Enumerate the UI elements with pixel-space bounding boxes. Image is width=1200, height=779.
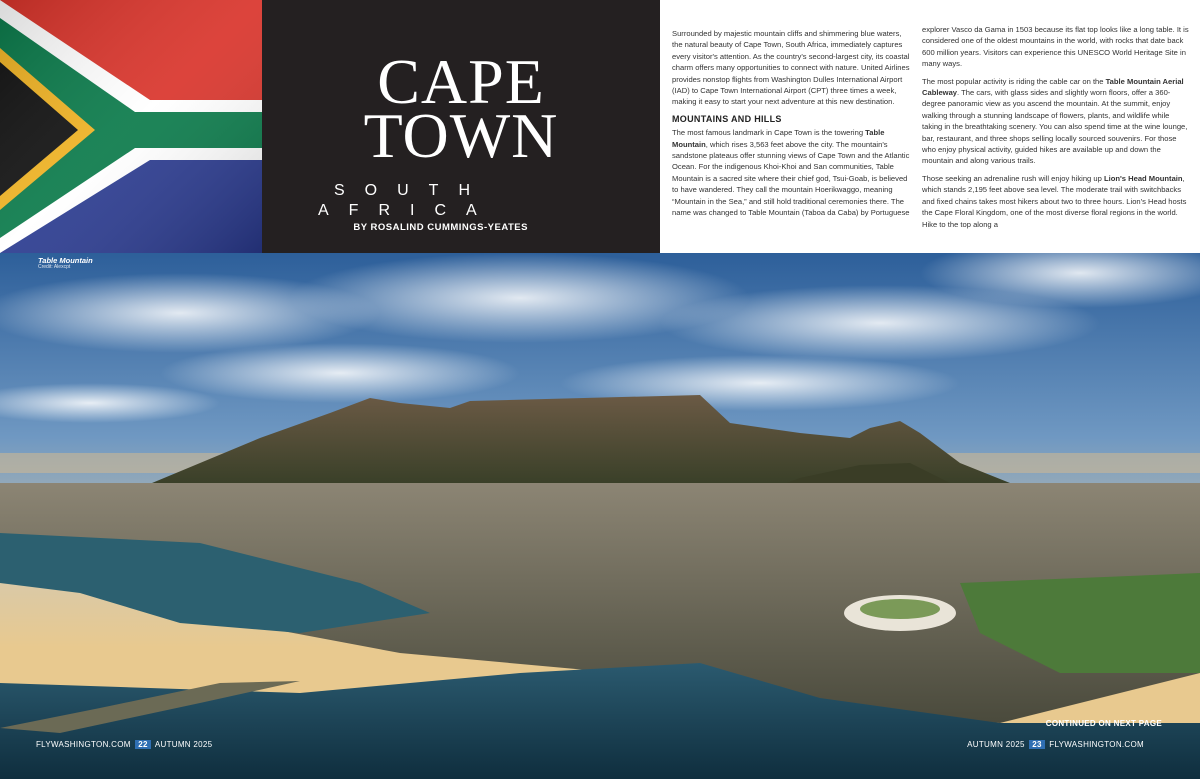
p1-bold: Table Mountain <box>672 128 885 149</box>
p3-text-a: The most popular activity is riding the cable car on the <box>922 76 1106 86</box>
text-column-2 <box>922 24 1189 236</box>
caption-credit: Credit: Alexcpt <box>38 263 71 270</box>
paragraph-explorer: explorer Vasco da Gama in 1503 because its flat top looks like a long table. It is considered one of the oldest mountains in the world, with rocks that date back 600 million years. Visitors can experience this UNESCO World Heritage Site in many ways. <box>922 25 1189 69</box>
paragraph-lions-head <box>922 173 1189 230</box>
footer-right <box>967 740 1144 749</box>
continued-label: CONTINUED ON NEXT PAGE <box>1045 719 1162 728</box>
p1-text-a: The most famous landmark in Cape Town is the towering <box>672 128 866 138</box>
footer-site-right: FLYWASHINGTON.COM <box>1049 740 1144 749</box>
footer-issue-left: AUTUMN 2025 <box>154 740 213 749</box>
south-africa-flag-image <box>0 0 262 253</box>
paragraph-table-mountain <box>672 127 910 218</box>
p1-text-b: , which rises 3,563 feet above the city. The mountain's sandstone plateaus offer stunning views of Cape Town and the Atlantic Ocean. For the indigenous Khoi-Khoi and San communities, Table Mountain is a sacred site where their chief god, Tsui-Goab, is believed to have wandered. They call the mountain Hoerikwaggo, meaning “Mountain in the Sea,” and still hold traditional ceremonies there. The name was changed to Table Mountain (Taboa da Caba) by Portuguese <box>672 139 910 218</box>
page-number-right: 23 <box>1029 740 1045 749</box>
footer-left <box>36 740 212 749</box>
p4-text-b: , which stands 2,195 feet above sea level. The moderate trail with switchbacks and fixed chains takes most hikers about two to three hours. Lion's Head hosts the Cape Floral Kingdom, one of the most diverse floral regions in the world. Hike to the top along a <box>922 173 1187 229</box>
intro-paragraph: Surrounded by majestic mountain cliffs and shimmering blue waters, the natural beauty of Cape Town, South Africa, immediately captures every visitor's attention. As the country's second-largest city, its coastal charm offers many opportunities to connect with nature. United Airlines provides nonstop flights from Washington Dulles International Airport (IAD) to Cape Town International Airport (CPT) three times a week, making it easy to start your next adventure at this new destination. <box>672 29 910 107</box>
p3-text-b: . The cars, with glass sides and slightly worn floors, offer a 360-degree panoramic view as you ascend the mountain. At the summit, enjoy walking through a stunning landscape of flowers, plants, and wildlife while taking in the breathtaking scenery. You can also spend time at the wine lounge, bar, restaurant, and three shops selling locally sourced souvenirs. For those who enjoy physical activity, guided hikes are available up and down the mountain and along various trails. <box>922 88 1188 166</box>
p4-text-a: Those seeking an adrenaline rush will enjoy hiking up <box>922 173 1104 183</box>
photo-caption <box>38 257 93 270</box>
title-block <box>262 0 660 253</box>
section-heading: MOUNTAINS AND HILLS <box>672 113 782 124</box>
subtitle-line1: SOUTH <box>334 182 490 199</box>
footer-site-left: FLYWASHINGTON.COM <box>36 740 131 749</box>
footer-issue-right: AUTUMN 2025 <box>967 740 1025 749</box>
subtitle-line2: AFRICA <box>318 202 497 219</box>
page-number-left: 22 <box>135 740 151 749</box>
article-title-line1: CAPE <box>377 46 545 117</box>
paragraph-cableway <box>922 76 1189 167</box>
caption-title: Table Mountain <box>38 256 93 265</box>
table-mountain-aerial-photo <box>0 253 1200 779</box>
p4-bold: Lion's Head Mountain <box>1103 173 1183 183</box>
p3-bold: Table Mountain Aerial Cableway <box>922 76 1184 98</box>
text-column-1 <box>672 28 910 225</box>
article-title-line2: TOWN <box>363 100 559 171</box>
byline: BY ROSALIND CUMMINGS-YEATES <box>353 222 528 233</box>
